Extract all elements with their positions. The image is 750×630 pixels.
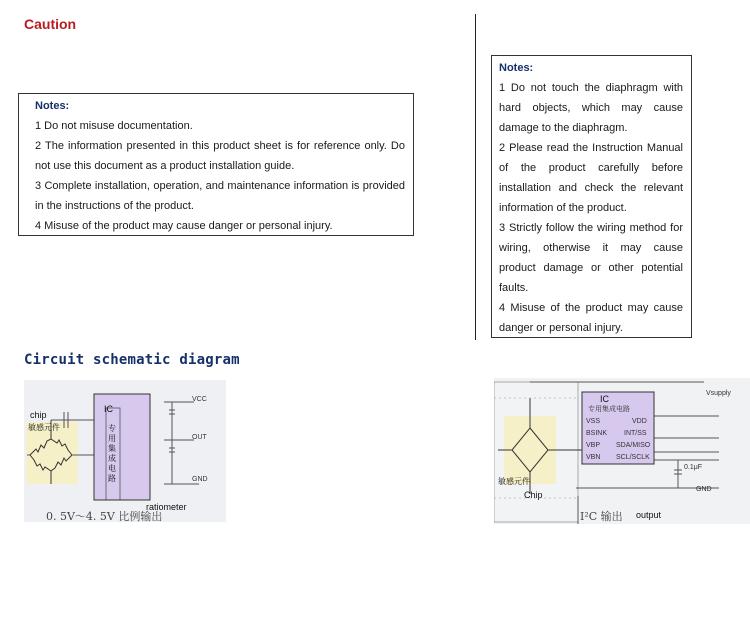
note-item: 1 Do not misuse documentation. (35, 120, 193, 132)
schematic-title: Circuit schematic diagram (24, 352, 240, 368)
out-label: OUT (192, 434, 207, 441)
chip-label: chip (30, 410, 47, 420)
pin-label: SDA/MISO (616, 442, 651, 449)
ic-cn-label: 专用集成电路 (588, 405, 630, 413)
range-text: 0. 5V～4. 5V 比例输出 (46, 510, 163, 522)
ic-chip (94, 394, 150, 500)
notes-box-right (491, 55, 692, 338)
note-item: 2 Please read the Instruction Manual of the product carefully before installation and check the relevant information of the product. (499, 142, 683, 214)
sensor-label: 敏感元件 (28, 423, 60, 432)
ic-label: IC (104, 404, 113, 414)
note-item: 4 Misuse of the product may cause danger or personal injury. (499, 302, 683, 334)
cap-label: 0.1μF (684, 464, 703, 471)
gnd-label: GND (696, 486, 712, 493)
gnd-label: GND (192, 476, 208, 483)
pin-label: VBN (586, 454, 601, 461)
note-item: 4 Misuse of the product may cause danger or personal injury. (35, 220, 333, 232)
pin-label: INT/SS (624, 430, 647, 437)
column-divider (475, 14, 476, 340)
notes-box-left (18, 93, 414, 236)
pin-label: VSS (586, 418, 601, 425)
vcc-label: VCC (192, 396, 207, 403)
ratiometer-label: ratiometer (146, 502, 187, 512)
circuit-diagram-ratiometric (24, 380, 226, 522)
pin-label: SCL/SCLK (616, 454, 650, 461)
note-item: 3 Strictly follow the wiring method for wiring, otherwise it may cause product damage or other potential faults. (499, 222, 683, 294)
notes-title: Notes: (35, 100, 70, 112)
ic-cn-label: 专用集成电路 (108, 424, 116, 483)
pin-label: BSINK (586, 430, 608, 437)
circuit-diagram-i2c (494, 378, 750, 524)
pin-label: VDD (632, 418, 647, 425)
ic-label: IC (600, 394, 609, 404)
circuit-drawing (494, 378, 750, 524)
caution-title: Caution (24, 16, 77, 32)
note-item: 3 Complete installation, operation, and maintenance information is provided in the instructions of the product. (35, 180, 405, 212)
pin-label: VBP (586, 442, 601, 449)
note-item: 2 The information presented in this product sheet is for reference only. Do not use this document as a product installation guide. (35, 140, 405, 172)
i2c-text: I²C 输出 (580, 510, 623, 523)
output-label: output (636, 510, 662, 520)
notes-title: Notes: (499, 62, 534, 74)
note-item: 1 Do not touch the diaphragm with hard objects, which may cause damage to the diaphragm. (499, 82, 683, 134)
vsupply-label: Vsupply (706, 390, 731, 397)
sensor-label: 敏感元件 (498, 477, 530, 486)
chip-label: Chip (524, 490, 543, 500)
